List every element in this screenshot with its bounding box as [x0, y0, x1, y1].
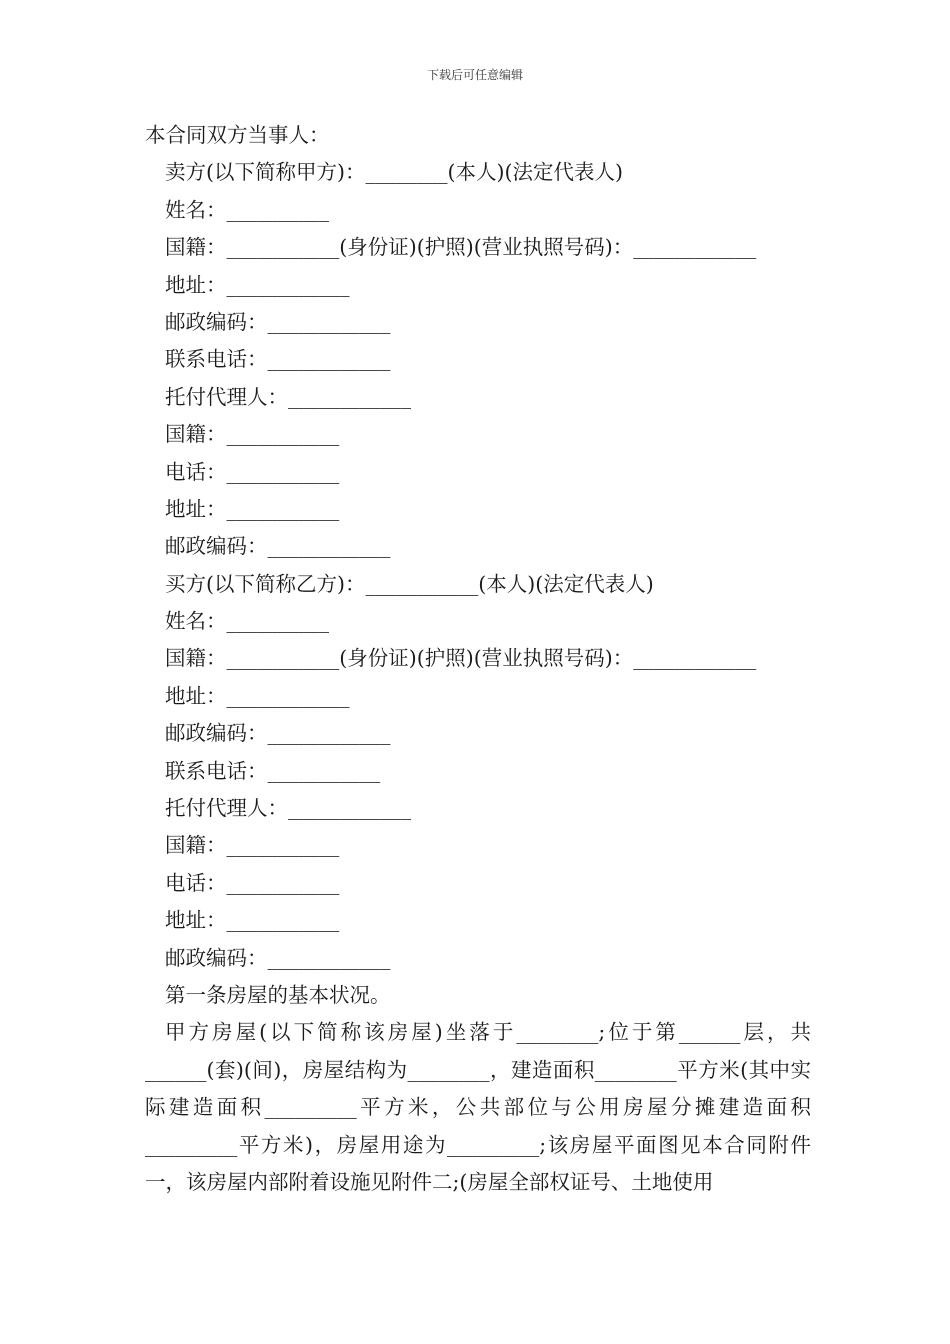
buyer-agent-field: 托付代理人：____________: [165, 796, 411, 821]
page-header-note: 下载后可任意编辑: [426, 68, 523, 82]
seller-address-field: 地址：____________: [165, 272, 350, 297]
seller-section: [145, 154, 811, 565]
buyer-address-field: 地址：____________: [165, 683, 350, 708]
parties-intro: 本合同双方当事人：: [145, 123, 330, 147]
seller-agent-field: 托付代理人：____________: [165, 384, 411, 409]
buyer-nationality-field: 国籍：___________(身份证)(护照)(营业执照号码)：____________: [165, 646, 757, 671]
seller-title: 卖方(以下简称甲方)：________(本人)(法定代表人): [165, 160, 623, 185]
buyer-agent-nationality-field: 国籍：___________: [165, 833, 340, 858]
seller-postcode-field: 邮政编码：____________: [165, 309, 391, 334]
article-1-body: 甲方房屋(以下简称该房屋)坐落于________;位于第______层，共______(套)(间)，房屋结构为________，建造面积________平方米(其中实际建造面积_________平方米，公共部位与公用房屋分摊建造面积_________平方米)，房屋用途为_________;该房屋平面图见本合同附件一，该房屋内部附着设施见附件二;(房屋全部权证号、土地使用: [145, 1020, 811, 1194]
seller-phone-field: 联系电话：____________: [165, 347, 391, 372]
seller-agent-address-field: 地址：___________: [165, 496, 340, 521]
buyer-agent-address-field: 地址：___________: [165, 908, 340, 933]
buyer-name-field: 姓名：__________: [165, 609, 329, 634]
contract-page: [145, 117, 811, 1201]
seller-nationality-field: 国籍：___________(身份证)(护照)(营业执照号码)：____________: [165, 235, 757, 260]
buyer-postcode-field: 邮政编码：____________: [165, 721, 391, 746]
buyer-agent-postcode-field: 邮政编码：____________: [165, 945, 391, 970]
buyer-agent-phone-field: 电话：___________: [165, 870, 340, 895]
buyer-title: 买方(以下简称乙方)：___________(本人)(法定代表人): [165, 571, 654, 596]
article-1-title: 第一条房屋的基本状况。: [165, 982, 391, 1007]
seller-agent-nationality-field: 国籍：___________: [165, 422, 340, 447]
seller-name-field: 姓名：__________: [165, 197, 329, 222]
seller-agent-phone-field: 电话：___________: [165, 459, 340, 484]
buyer-phone-field: 联系电话：___________: [165, 758, 381, 783]
buyer-section: [145, 566, 811, 977]
seller-agent-postcode-field: 邮政编码：____________: [165, 534, 391, 559]
